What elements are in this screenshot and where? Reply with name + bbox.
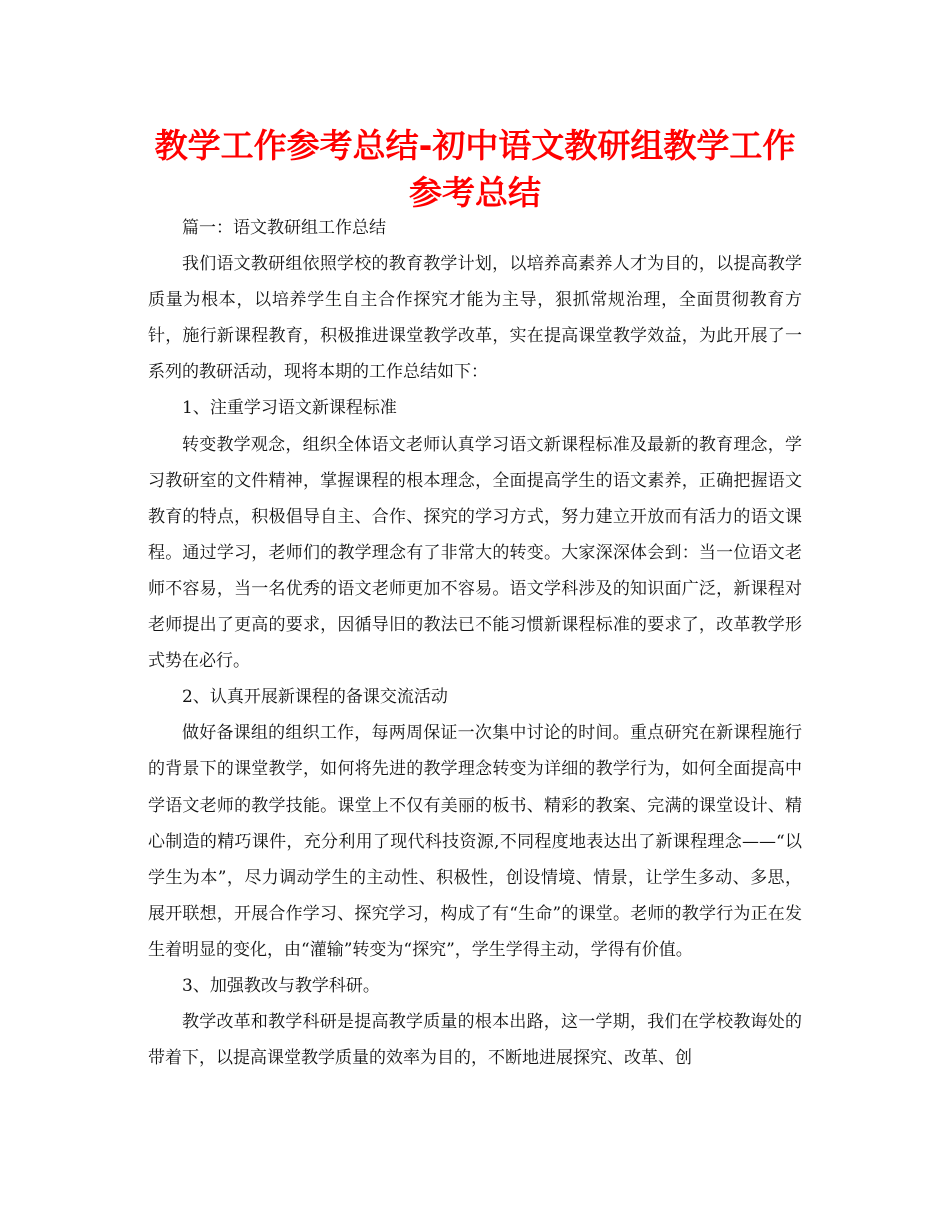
- section-heading-1: 1、注重学习语文新课程标准: [182, 398, 397, 419]
- section-heading-3: 3、加强教改与教学科研。: [182, 975, 380, 996]
- body-paragraph: 教学改革和教学科研是提高教学质量的根本出路，这一学期，我们在学校教诲处的带着下，以提高课堂教学质量的效率为目的，不断地进展探究、改革、创: [148, 1012, 802, 1069]
- body-paragraph: 做好备课组的组织工作，每两周保证一次集中讨论的时间。重点研究在新课程施行的背景下的课堂教学，如何将先进的教学理念转变为详细的教学行为，如何全面提高中学语文老师的教学技能。课堂上不仅有美丽的板书、精彩的教案、完满的课堂设计、精心制造的精巧课件，充分利用了现代科技资源,不同程度地表达出了新课程理念——“以学生为本”，尽力调动学生的主动性、积极性，创设情境、情景，让学生多动、多思，展开联想，开展合作学习、探究学习，构成了有“生命”的课堂。老师的教学行为正在发生着明显的变化，由“灌输”转变为“探究”，学生学得主动，学得有价值。: [148, 723, 802, 960]
- body-paragraph: 转变教学观念，组织全体语文老师认真学习语文新课程标准及最新的教育理念，学习教研室的文件精神，掌握课程的根本理念，全面提高学生的语文素养，正确把握语文教育的特点，积极倡导自主、合作、探究的学习方式，努力建立开放而有活力的语文课程。通过学习，老师们的教学理念有了非常大的转变。大家深深体会到：当一位语文老师不容易，当一名优秀的语文老师更加不容易。语文学科涉及的知识面广泛，新课程对老师提出了更高的要求，因循导旧的教法已不能习惯新课程标准的要求了，改革教学形式势在必行。: [148, 434, 802, 672]
- section-heading-2: 2、认真开展新课程的备课交流活动: [182, 687, 448, 708]
- document-body: [148, 210, 802, 1076]
- body-paragraph: 我们语文教研组依照学校的教育教学计划，以培养高素养人才为目的，以提高教学质量为根本，以培养学生自主合作探究才能为主导，狠抓常规治理，全面贯彻教育方针，施行新课程教育，积极推进课堂教学改革，实在提高课堂教学效益，为此开展了一系列的教研活动，现将本期的工作总结如下：: [148, 254, 802, 383]
- section-heading-part-one: 篇一：语文教研组工作总结: [182, 218, 386, 238]
- document-title: 教学工作参考总结-初中语文教研组教学工作参考总结: [154, 126, 796, 212]
